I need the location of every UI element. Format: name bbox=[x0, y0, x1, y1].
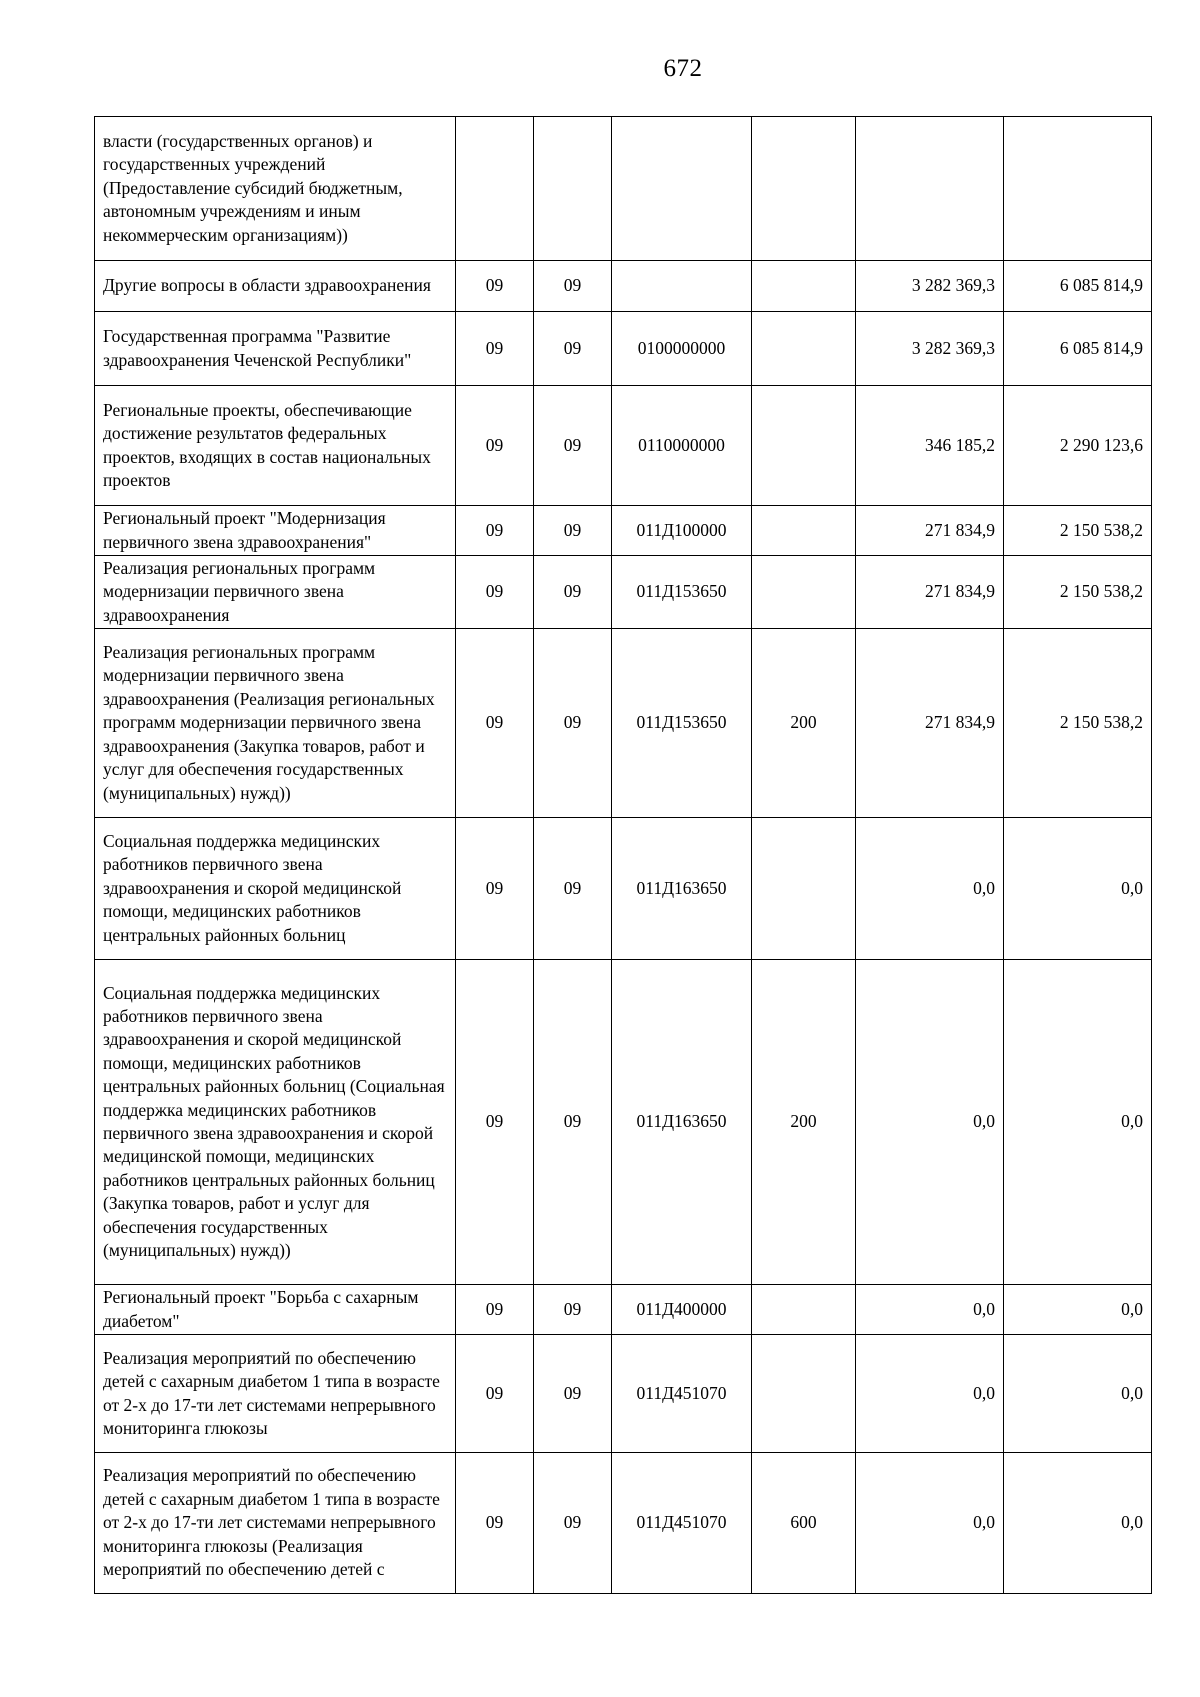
table-row bbox=[95, 1335, 1152, 1453]
table-row bbox=[95, 960, 1152, 1285]
row-name: Реализация региональных программ модернизации первичного звена здравоохранения (Реализация региональных программ модернизации первичного звена здравоохранения (Закупка товаров, работ и услуг для обеспечения государственных (муниципальных) нужд)) bbox=[95, 629, 456, 818]
table-row bbox=[95, 818, 1152, 960]
expense-type-code bbox=[752, 1285, 856, 1335]
subsection-code: 09 bbox=[534, 960, 612, 1285]
subsection-code bbox=[534, 117, 612, 261]
amount-year-1: 271 834,9 bbox=[856, 556, 1004, 629]
table-row bbox=[95, 629, 1152, 818]
amount-year-2: 2 150 538,2 bbox=[1004, 556, 1152, 629]
target-article-code: 011Д400000 bbox=[612, 1285, 752, 1335]
section-code: 09 bbox=[456, 312, 534, 386]
expense-type-code: 200 bbox=[752, 960, 856, 1285]
amount-year-2: 2 150 538,2 bbox=[1004, 629, 1152, 818]
expense-type-code bbox=[752, 1335, 856, 1453]
target-article-code: 0100000000 bbox=[612, 312, 752, 386]
expense-type-code: 200 bbox=[752, 629, 856, 818]
table-row bbox=[95, 1285, 1152, 1335]
target-article-code: 0110000000 bbox=[612, 386, 752, 506]
section-code: 09 bbox=[456, 261, 534, 312]
section-code bbox=[456, 117, 534, 261]
row-name: Региональный проект "Модернизация первичного звена здравоохранения" bbox=[95, 506, 456, 556]
subsection-code: 09 bbox=[534, 312, 612, 386]
amount-year-2: 0,0 bbox=[1004, 1285, 1152, 1335]
section-code: 09 bbox=[456, 960, 534, 1285]
target-article-code: 011Д100000 bbox=[612, 506, 752, 556]
amount-year-1: 3 282 369,3 bbox=[856, 261, 1004, 312]
section-code: 09 bbox=[456, 556, 534, 629]
subsection-code: 09 bbox=[534, 1453, 612, 1594]
section-code: 09 bbox=[456, 818, 534, 960]
row-name: Социальная поддержка медицинских работников первичного звена здравоохранения и скорой медицинской помощи, медицинских работников центральных районных больниц bbox=[95, 818, 456, 960]
amount-year-1 bbox=[856, 117, 1004, 261]
amount-year-1: 0,0 bbox=[856, 1335, 1004, 1453]
subsection-code: 09 bbox=[534, 261, 612, 312]
amount-year-2 bbox=[1004, 117, 1152, 261]
page-number: 672 bbox=[663, 55, 703, 82]
row-name: Региональные проекты, обеспечивающие достижение результатов федеральных проектов, входящих в состав национальных проектов bbox=[95, 386, 456, 506]
expense-type-code bbox=[752, 312, 856, 386]
amount-year-2: 2 290 123,6 bbox=[1004, 386, 1152, 506]
subsection-code: 09 bbox=[534, 1285, 612, 1335]
amount-year-1: 271 834,9 bbox=[856, 629, 1004, 818]
amount-year-1: 0,0 bbox=[856, 960, 1004, 1285]
expense-type-code bbox=[752, 556, 856, 629]
table-row bbox=[95, 506, 1152, 556]
section-code: 09 bbox=[456, 506, 534, 556]
subsection-code: 09 bbox=[534, 818, 612, 960]
amount-year-2: 0,0 bbox=[1004, 1335, 1152, 1453]
subsection-code: 09 bbox=[534, 386, 612, 506]
table-row bbox=[95, 312, 1152, 386]
row-name: Социальная поддержка медицинских работников первичного звена здравоохранения и скорой медицинской помощи, медицинских работников центральных районных больниц (Социальная поддержка медицинских работников первичного звена здравоохранения и скорой медицинской помощи, медицинских работников центральных районных больниц (Закупка товаров, работ и услуг для обеспечения государственных (муниципальных) нужд)) bbox=[95, 960, 456, 1285]
subsection-code: 09 bbox=[534, 1335, 612, 1453]
row-name: Реализация мероприятий по обеспечению детей с сахарным диабетом 1 типа в возрасте от 2-х до 17-ти лет системами непрерывного мониторинга глюкозы bbox=[95, 1335, 456, 1453]
amount-year-2: 6 085 814,9 bbox=[1004, 312, 1152, 386]
table-row bbox=[95, 1453, 1152, 1594]
table-row bbox=[95, 261, 1152, 312]
target-article-code bbox=[612, 261, 752, 312]
row-name: Реализация мероприятий по обеспечению детей с сахарным диабетом 1 типа в возрасте от 2-х до 17-ти лет системами непрерывного мониторинга глюкозы (Реализация мероприятий по обеспечению детей с bbox=[95, 1453, 456, 1594]
target-article-code bbox=[612, 117, 752, 261]
amount-year-1: 271 834,9 bbox=[856, 506, 1004, 556]
amount-year-1: 0,0 bbox=[856, 1453, 1004, 1594]
row-name: власти (государственных органов) и государственных учреждений (Предоставление субсидий бюджетным, автономным учреждениям и иным некоммерческим организациям)) bbox=[95, 117, 456, 261]
row-name: Другие вопросы в области здравоохранения bbox=[95, 261, 456, 312]
budget-table bbox=[94, 116, 1152, 1594]
row-name: Региональный проект "Борьба с сахарным диабетом" bbox=[95, 1285, 456, 1335]
expense-type-code bbox=[752, 818, 856, 960]
section-code: 09 bbox=[456, 1285, 534, 1335]
subsection-code: 09 bbox=[534, 506, 612, 556]
expense-type-code bbox=[752, 506, 856, 556]
amount-year-1: 0,0 bbox=[856, 1285, 1004, 1335]
table-row bbox=[95, 117, 1152, 261]
table-row bbox=[95, 556, 1152, 629]
amount-year-2: 0,0 bbox=[1004, 960, 1152, 1285]
target-article-code: 011Д153650 bbox=[612, 629, 752, 818]
subsection-code: 09 bbox=[534, 556, 612, 629]
target-article-code: 011Д163650 bbox=[612, 960, 752, 1285]
amount-year-1: 3 282 369,3 bbox=[856, 312, 1004, 386]
expense-type-code: 600 bbox=[752, 1453, 856, 1594]
row-name: Государственная программа "Развитие здравоохранения Чеченской Республики" bbox=[95, 312, 456, 386]
section-code: 09 bbox=[456, 1335, 534, 1453]
amount-year-2: 0,0 bbox=[1004, 1453, 1152, 1594]
table-row bbox=[95, 386, 1152, 506]
expense-type-code bbox=[752, 117, 856, 261]
amount-year-1: 346 185,2 bbox=[856, 386, 1004, 506]
subsection-code: 09 bbox=[534, 629, 612, 818]
expense-type-code bbox=[752, 261, 856, 312]
target-article-code: 011Д451070 bbox=[612, 1335, 752, 1453]
target-article-code: 011Д153650 bbox=[612, 556, 752, 629]
section-code: 09 bbox=[456, 1453, 534, 1594]
target-article-code: 011Д451070 bbox=[612, 1453, 752, 1594]
section-code: 09 bbox=[456, 386, 534, 506]
section-code: 09 bbox=[456, 629, 534, 818]
amount-year-2: 0,0 bbox=[1004, 818, 1152, 960]
target-article-code: 011Д163650 bbox=[612, 818, 752, 960]
amount-year-2: 2 150 538,2 bbox=[1004, 506, 1152, 556]
amount-year-2: 6 085 814,9 bbox=[1004, 261, 1152, 312]
expense-type-code bbox=[752, 386, 856, 506]
amount-year-1: 0,0 bbox=[856, 818, 1004, 960]
row-name: Реализация региональных программ модернизации первичного звена здравоохранения bbox=[95, 556, 456, 629]
